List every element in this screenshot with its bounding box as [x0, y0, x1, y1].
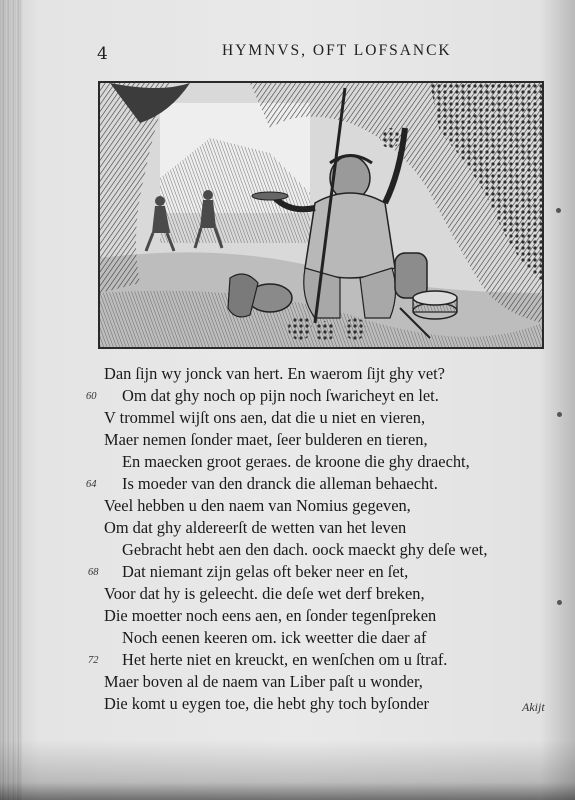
book-gutter [0, 0, 22, 800]
line-number: 64 [86, 479, 97, 490]
line-number: 68 [88, 567, 99, 578]
verse-line: Noch eenen keeren om. ick weetter die daer af [122, 628, 427, 647]
binding-mark [557, 412, 562, 417]
verse-line: Gebracht hebt aen den dach. oock maeckt ghy deſe wet, [122, 540, 488, 559]
verse-line: Maer boven al de naem van Liber paſt u wonder, [104, 672, 423, 691]
verse-line: En maecken groot geraes. de kroone die ghy draecht, [122, 452, 470, 471]
verse-line: Is moeder van den dranck die alleman behaecht. [122, 474, 438, 493]
binding-mark [556, 208, 561, 213]
verse-line: V trommel wijſt ons aen, dat die u niet en vieren, [104, 408, 426, 427]
verse-line: Dat niemant zijn gelas oft beker neer en ſet, [122, 562, 409, 581]
margin-note: Akijt [522, 700, 545, 714]
verse-line: Maer nemen ſonder maet, ſeer bulderen en tieren, [104, 430, 428, 449]
line-number: 60 [86, 391, 97, 402]
engraving-illustration [100, 83, 542, 347]
page-bottom-shadow [0, 740, 575, 800]
verse-line: Die moetter noch eens aen, en ſonder tegenſpreken [104, 606, 437, 625]
verse-line: Het herte niet en kreuckt, en wenſchen om u ſtraf. [122, 650, 448, 669]
verse-line: Om dat ghy noch op pijn noch ſwaricheyt en let. [122, 386, 439, 405]
verse-line: Die komt u eygen toe, die hebt ghy toch byſonder [104, 694, 430, 713]
verse-line: Om dat ghy aldereerſt de wetten van het leven [104, 518, 407, 537]
running-head: HYMNVS, OFT LOFSANCK [222, 42, 452, 59]
verse-line: Veel hebben u den naem van Nomius gegeven, [104, 496, 411, 515]
verse-line: Dan ſijn wy jonck van hert. En waerom ſijt ghy vet? [104, 364, 445, 383]
verse-line: Voor dat hy is geleecht. die deſe wet derf breken, [104, 584, 425, 603]
binding-mark [557, 600, 562, 605]
line-number: 72 [88, 655, 99, 666]
page-number: 4 [97, 44, 108, 64]
engraving-bacchus [98, 81, 544, 349]
